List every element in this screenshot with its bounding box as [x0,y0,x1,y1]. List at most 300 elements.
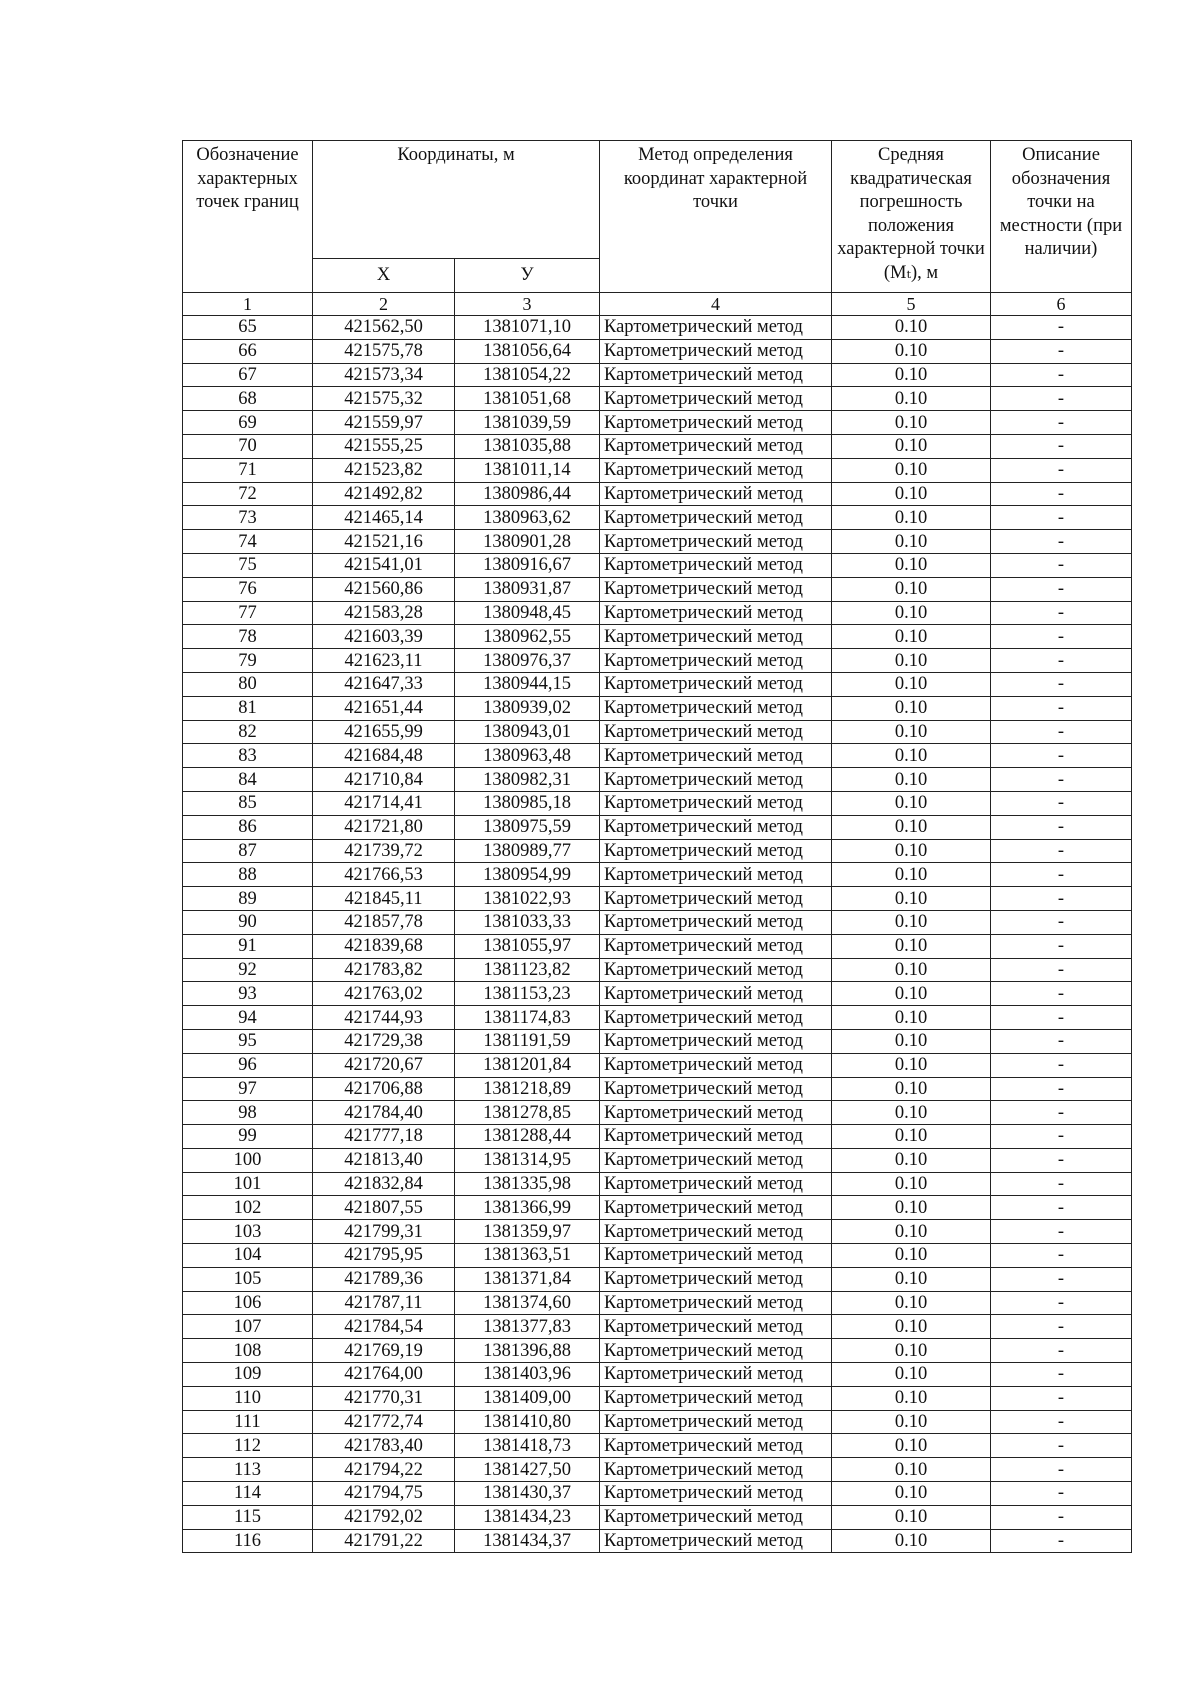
error-cell: 0.10 [832,744,991,768]
error-cell: 0.10 [832,1339,991,1363]
error-cell: 0.10 [832,1529,991,1553]
point-number-cell: 83 [183,744,313,768]
error-cell: 0.10 [832,768,991,792]
table-row [183,1339,1132,1363]
y-coordinate-cell: 1380954,99 [455,863,600,887]
description-cell: - [991,672,1132,696]
header-error: Средняя квадратическая погрешность положения характерной точки (Mₜ), м [832,141,991,293]
y-coordinate-cell: 1381191,59 [455,1029,600,1053]
description-cell: - [991,887,1132,911]
error-cell: 0.10 [832,1434,991,1458]
description-cell: - [991,791,1132,815]
method-cell: Картометрический метод [600,887,832,911]
error-cell: 0.10 [832,1101,991,1125]
y-coordinate-cell: 1380982,31 [455,768,600,792]
error-cell: 0.10 [832,958,991,982]
table-row [183,768,1132,792]
table-row [183,672,1132,696]
point-number-cell: 97 [183,1077,313,1101]
x-coordinate-cell: 421521,16 [313,530,455,554]
description-cell: - [991,839,1132,863]
error-cell: 0.10 [832,1244,991,1268]
point-number-cell: 95 [183,1029,313,1053]
table-row [183,1172,1132,1196]
x-coordinate-cell: 421777,18 [313,1125,455,1149]
x-coordinate-cell: 421651,44 [313,696,455,720]
y-coordinate-cell: 1380948,45 [455,601,600,625]
y-coordinate-cell: 1381371,84 [455,1267,600,1291]
x-coordinate-cell: 421769,19 [313,1339,455,1363]
error-cell: 0.10 [832,316,991,340]
y-coordinate-cell: 1380962,55 [455,625,600,649]
method-cell: Картометрический метод [600,649,832,673]
method-cell: Картометрический метод [600,506,832,530]
x-coordinate-cell: 421492,82 [313,482,455,506]
x-coordinate-cell: 421706,88 [313,1077,455,1101]
point-number-cell: 85 [183,791,313,815]
x-coordinate-cell: 421784,40 [313,1101,455,1125]
table-row [183,1434,1132,1458]
table-row [183,434,1132,458]
error-cell: 0.10 [832,1363,991,1387]
y-coordinate-cell: 1380939,02 [455,696,600,720]
error-cell: 0.10 [832,625,991,649]
point-number-cell: 90 [183,910,313,934]
x-coordinate-cell: 421710,84 [313,768,455,792]
method-cell: Картометрический метод [600,839,832,863]
x-coordinate-cell: 421813,40 [313,1148,455,1172]
header-coordinates: Координаты, м [313,141,600,259]
x-coordinate-cell: 421555,25 [313,434,455,458]
method-cell: Картометрический метод [600,1077,832,1101]
error-cell: 0.10 [832,1315,991,1339]
column-number: 1 [183,293,313,316]
method-cell: Картометрический метод [600,1006,832,1030]
method-cell: Картометрический метод [600,1101,832,1125]
method-cell: Картометрический метод [600,1363,832,1387]
coordinates-table-container [182,140,1132,1553]
error-cell: 0.10 [832,934,991,958]
point-number-cell: 70 [183,434,313,458]
x-coordinate-cell: 421772,74 [313,1410,455,1434]
error-cell: 0.10 [832,1125,991,1149]
point-number-cell: 89 [183,887,313,911]
x-coordinate-cell: 421559,97 [313,411,455,435]
y-coordinate-cell: 1381410,80 [455,1410,600,1434]
error-cell: 0.10 [832,815,991,839]
point-number-cell: 92 [183,958,313,982]
y-coordinate-cell: 1381056,64 [455,339,600,363]
y-coordinate-cell: 1381123,82 [455,958,600,982]
method-cell: Картометрический метод [600,1244,832,1268]
error-cell: 0.10 [832,839,991,863]
error-cell: 0.10 [832,482,991,506]
description-cell: - [991,1505,1132,1529]
table-row [183,458,1132,482]
point-number-cell: 88 [183,863,313,887]
y-coordinate-cell: 1381071,10 [455,316,600,340]
description-cell: - [991,1196,1132,1220]
y-coordinate-cell: 1381174,83 [455,1006,600,1030]
x-coordinate-cell: 421541,01 [313,553,455,577]
header-x: X [313,259,455,293]
description-cell: - [991,625,1132,649]
x-coordinate-cell: 421583,28 [313,601,455,625]
y-coordinate-cell: 1380916,67 [455,553,600,577]
table-row [183,1220,1132,1244]
error-cell: 0.10 [832,577,991,601]
x-coordinate-cell: 421720,67 [313,1053,455,1077]
y-coordinate-cell: 1380901,28 [455,530,600,554]
error-cell: 0.10 [832,1482,991,1506]
y-coordinate-cell: 1380963,48 [455,744,600,768]
header-y: У [455,259,600,293]
x-coordinate-cell: 421573,34 [313,363,455,387]
description-cell: - [991,577,1132,601]
table-row [183,506,1132,530]
error-cell: 0.10 [832,1291,991,1315]
column-number-row [183,293,1132,316]
method-cell: Картометрический метод [600,1172,832,1196]
point-number-cell: 80 [183,672,313,696]
method-cell: Картометрический метод [600,1386,832,1410]
table-row [183,863,1132,887]
description-cell: - [991,720,1132,744]
description-cell: - [991,1363,1132,1387]
table-row [183,1125,1132,1149]
method-cell: Картометрический метод [600,934,832,958]
point-number-cell: 84 [183,768,313,792]
point-number-cell: 114 [183,1482,313,1506]
table-row [183,839,1132,863]
table-row [183,649,1132,673]
error-cell: 0.10 [832,1077,991,1101]
method-cell: Картометрический метод [600,577,832,601]
error-cell: 0.10 [832,910,991,934]
method-cell: Картометрический метод [600,1196,832,1220]
method-cell: Картометрический метод [600,1291,832,1315]
y-coordinate-cell: 1380931,87 [455,577,600,601]
x-coordinate-cell: 421792,02 [313,1505,455,1529]
y-coordinate-cell: 1380989,77 [455,839,600,863]
y-coordinate-cell: 1381359,97 [455,1220,600,1244]
description-cell: - [991,1244,1132,1268]
table-row [183,910,1132,934]
column-number: 2 [313,293,455,316]
point-number-cell: 91 [183,934,313,958]
table-row [183,577,1132,601]
description-cell: - [991,339,1132,363]
error-cell: 0.10 [832,458,991,482]
error-cell: 0.10 [832,1196,991,1220]
description-cell: - [991,530,1132,554]
method-cell: Картометрический метод [600,720,832,744]
method-cell: Картометрический метод [600,910,832,934]
header-method: Метод определения координат характерной точки [600,141,832,293]
table-row [183,696,1132,720]
table-row [183,1101,1132,1125]
x-coordinate-cell: 421789,36 [313,1267,455,1291]
point-number-cell: 113 [183,1458,313,1482]
method-cell: Картометрический метод [600,553,832,577]
error-cell: 0.10 [832,672,991,696]
table-row [183,1053,1132,1077]
method-cell: Картометрический метод [600,339,832,363]
table-row [183,744,1132,768]
y-coordinate-cell: 1381434,37 [455,1529,600,1553]
method-cell: Картометрический метод [600,1148,832,1172]
point-number-cell: 116 [183,1529,313,1553]
table-row [183,601,1132,625]
error-cell: 0.10 [832,601,991,625]
table-row [183,625,1132,649]
error-cell: 0.10 [832,1458,991,1482]
point-number-cell: 72 [183,482,313,506]
point-number-cell: 115 [183,1505,313,1529]
description-cell: - [991,1029,1132,1053]
y-coordinate-cell: 1381374,60 [455,1291,600,1315]
y-coordinate-cell: 1381418,73 [455,1434,600,1458]
method-cell: Картометрический метод [600,863,832,887]
method-cell: Картометрический метод [600,458,832,482]
x-coordinate-cell: 421770,31 [313,1386,455,1410]
description-cell: - [991,1291,1132,1315]
table-row [183,1006,1132,1030]
x-coordinate-cell: 421729,38 [313,1029,455,1053]
error-cell: 0.10 [832,1006,991,1030]
x-coordinate-cell: 421783,40 [313,1434,455,1458]
table-row [183,1363,1132,1387]
error-cell: 0.10 [832,696,991,720]
error-cell: 0.10 [832,363,991,387]
x-coordinate-cell: 421787,11 [313,1291,455,1315]
error-cell: 0.10 [832,720,991,744]
description-cell: - [991,649,1132,673]
description-cell: - [991,934,1132,958]
table-row [183,958,1132,982]
x-coordinate-cell: 421795,95 [313,1244,455,1268]
y-coordinate-cell: 1381430,37 [455,1482,600,1506]
table-row [183,530,1132,554]
description-cell: - [991,434,1132,458]
x-coordinate-cell: 421465,14 [313,506,455,530]
description-cell: - [991,982,1132,1006]
table-row [183,982,1132,1006]
y-coordinate-cell: 1380944,15 [455,672,600,696]
description-cell: - [991,815,1132,839]
point-number-cell: 67 [183,363,313,387]
y-coordinate-cell: 1381434,23 [455,1505,600,1529]
description-cell: - [991,1315,1132,1339]
y-coordinate-cell: 1381363,51 [455,1244,600,1268]
error-cell: 0.10 [832,791,991,815]
point-number-cell: 78 [183,625,313,649]
description-cell: - [991,1125,1132,1149]
header-point-designation: Обозначение характерных точек границ [183,141,313,293]
column-number: 4 [600,293,832,316]
table-row [183,1410,1132,1434]
x-coordinate-cell: 421783,82 [313,958,455,982]
error-cell: 0.10 [832,506,991,530]
description-cell: - [991,1410,1132,1434]
method-cell: Картометрический метод [600,316,832,340]
method-cell: Картометрический метод [600,744,832,768]
method-cell: Картометрический метод [600,696,832,720]
point-number-cell: 107 [183,1315,313,1339]
x-coordinate-cell: 421721,80 [313,815,455,839]
table-row [183,1077,1132,1101]
error-cell: 0.10 [832,530,991,554]
error-cell: 0.10 [832,1172,991,1196]
point-number-cell: 110 [183,1386,313,1410]
error-cell: 0.10 [832,1029,991,1053]
x-coordinate-cell: 421799,31 [313,1220,455,1244]
description-cell: - [991,1148,1132,1172]
method-cell: Картометрический метод [600,1482,832,1506]
y-coordinate-cell: 1381288,44 [455,1125,600,1149]
error-cell: 0.10 [832,1053,991,1077]
y-coordinate-cell: 1381403,96 [455,1363,600,1387]
point-number-cell: 82 [183,720,313,744]
x-coordinate-cell: 421807,55 [313,1196,455,1220]
y-coordinate-cell: 1381218,89 [455,1077,600,1101]
table-row [183,1482,1132,1506]
point-number-cell: 94 [183,1006,313,1030]
description-cell: - [991,1339,1132,1363]
y-coordinate-cell: 1381201,84 [455,1053,600,1077]
point-number-cell: 105 [183,1267,313,1291]
x-coordinate-cell: 421575,78 [313,339,455,363]
description-cell: - [991,458,1132,482]
method-cell: Картометрический метод [600,625,832,649]
description-cell: - [991,1482,1132,1506]
y-coordinate-cell: 1380976,37 [455,649,600,673]
table-row [183,1244,1132,1268]
table-row [183,411,1132,435]
description-cell: - [991,744,1132,768]
x-coordinate-cell: 421857,78 [313,910,455,934]
point-number-cell: 98 [183,1101,313,1125]
error-cell: 0.10 [832,387,991,411]
y-coordinate-cell: 1381039,59 [455,411,600,435]
y-coordinate-cell: 1381035,88 [455,434,600,458]
error-cell: 0.10 [832,339,991,363]
error-cell: 0.10 [832,1148,991,1172]
point-number-cell: 76 [183,577,313,601]
table-row [183,720,1132,744]
x-coordinate-cell: 421523,82 [313,458,455,482]
description-cell: - [991,1101,1132,1125]
table-row [183,1267,1132,1291]
x-coordinate-cell: 421655,99 [313,720,455,744]
y-coordinate-cell: 1381396,88 [455,1339,600,1363]
table-row [183,339,1132,363]
description-cell: - [991,553,1132,577]
x-coordinate-cell: 421684,48 [313,744,455,768]
point-number-cell: 66 [183,339,313,363]
boundary-points-table [182,140,1132,1553]
error-cell: 0.10 [832,887,991,911]
column-number: 6 [991,293,1132,316]
error-cell: 0.10 [832,1410,991,1434]
point-number-cell: 69 [183,411,313,435]
method-cell: Картометрический метод [600,982,832,1006]
method-cell: Картометрический метод [600,791,832,815]
x-coordinate-cell: 421794,75 [313,1482,455,1506]
point-number-cell: 111 [183,1410,313,1434]
error-cell: 0.10 [832,1505,991,1529]
description-cell: - [991,696,1132,720]
description-cell: - [991,1006,1132,1030]
method-cell: Картометрический метод [600,672,832,696]
point-number-cell: 74 [183,530,313,554]
method-cell: Картометрический метод [600,411,832,435]
x-coordinate-cell: 421575,32 [313,387,455,411]
table-row [183,1029,1132,1053]
x-coordinate-cell: 421562,50 [313,316,455,340]
error-cell: 0.10 [832,411,991,435]
point-number-cell: 106 [183,1291,313,1315]
x-coordinate-cell: 421845,11 [313,887,455,911]
x-coordinate-cell: 421832,84 [313,1172,455,1196]
y-coordinate-cell: 1381054,22 [455,363,600,387]
y-coordinate-cell: 1380963,62 [455,506,600,530]
table-body [183,316,1132,1553]
table-header [183,141,1132,316]
table-row [183,1505,1132,1529]
point-number-cell: 103 [183,1220,313,1244]
table-row [183,791,1132,815]
y-coordinate-cell: 1381314,95 [455,1148,600,1172]
table-row [183,887,1132,911]
description-cell: - [991,1172,1132,1196]
point-number-cell: 102 [183,1196,313,1220]
point-number-cell: 65 [183,316,313,340]
table-row [183,1458,1132,1482]
point-number-cell: 104 [183,1244,313,1268]
method-cell: Картометрический метод [600,1125,832,1149]
y-coordinate-cell: 1381335,98 [455,1172,600,1196]
table-row [183,1315,1132,1339]
x-coordinate-cell: 421763,02 [313,982,455,1006]
description-cell: - [991,1220,1132,1244]
error-cell: 0.10 [832,982,991,1006]
point-number-cell: 100 [183,1148,313,1172]
method-cell: Картометрический метод [600,1410,832,1434]
x-coordinate-cell: 421839,68 [313,934,455,958]
y-coordinate-cell: 1381153,23 [455,982,600,1006]
y-coordinate-cell: 1381278,85 [455,1101,600,1125]
table-row [183,815,1132,839]
y-coordinate-cell: 1381033,33 [455,910,600,934]
point-number-cell: 93 [183,982,313,1006]
column-number: 5 [832,293,991,316]
method-cell: Картометрический метод [600,434,832,458]
y-coordinate-cell: 1380985,18 [455,791,600,815]
x-coordinate-cell: 421714,41 [313,791,455,815]
x-coordinate-cell: 421623,11 [313,649,455,673]
x-coordinate-cell: 421647,33 [313,672,455,696]
method-cell: Картометрический метод [600,363,832,387]
method-cell: Картометрический метод [600,1529,832,1553]
x-coordinate-cell: 421784,54 [313,1315,455,1339]
error-cell: 0.10 [832,1220,991,1244]
x-coordinate-cell: 421766,53 [313,863,455,887]
point-number-cell: 99 [183,1125,313,1149]
table-row [183,316,1132,340]
y-coordinate-cell: 1380975,59 [455,815,600,839]
description-cell: - [991,506,1132,530]
